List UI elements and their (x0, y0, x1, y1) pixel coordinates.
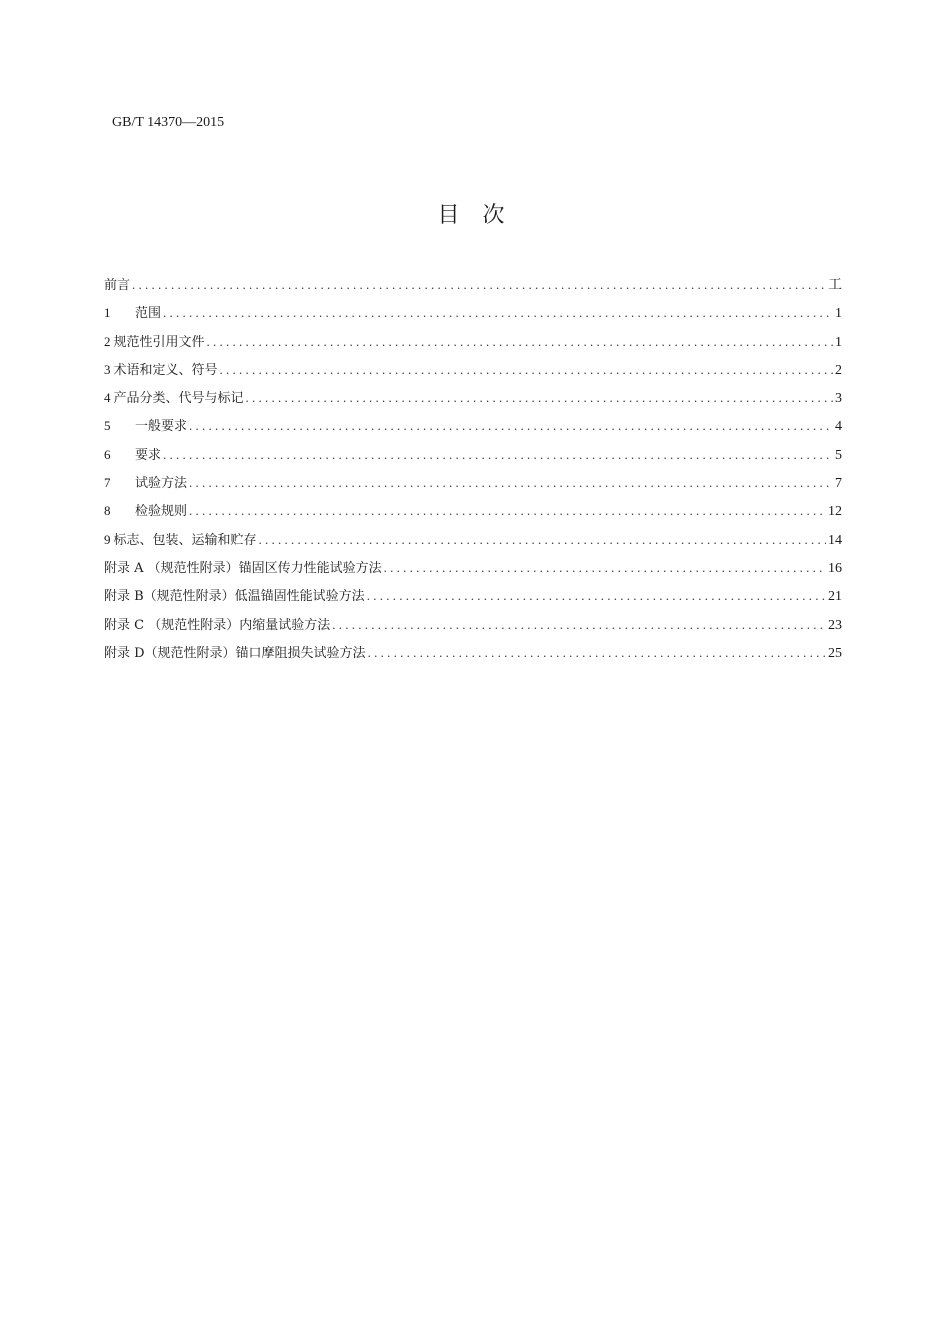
toc-entry[interactable] (104, 614, 842, 642)
toc-entry-number: 4 (104, 390, 111, 406)
toc-entry-page: 7 (835, 476, 842, 492)
toc-entry-number: 8 (104, 503, 111, 519)
toc-entry-page: 4 (835, 419, 842, 435)
toc-dot-leader (132, 277, 826, 293)
toc-entry[interactable] (104, 472, 842, 500)
toc-entry[interactable] (104, 642, 842, 670)
toc-entry-number: 7 (104, 475, 111, 491)
toc-entry-number: 9 (104, 531, 111, 547)
toc-entry[interactable] (104, 444, 842, 472)
toc-entry-label: 规范性引用文件 (113, 334, 205, 350)
toc-entry-label: 附录 B（规范性附录）低温锚固性能试验方法 (104, 589, 365, 605)
toc-entry[interactable] (104, 331, 842, 359)
toc-dot-leader (207, 334, 833, 350)
toc-entry[interactable] (104, 415, 842, 443)
toc-entry-number: 2 (104, 333, 111, 349)
toc-entry-page: 2 (835, 362, 842, 378)
toc-entry[interactable] (104, 585, 842, 613)
toc-entry[interactable] (104, 557, 842, 585)
toc-entry-label: 要求 (135, 447, 162, 463)
toc-entry[interactable] (104, 500, 842, 528)
toc-entry[interactable] (104, 387, 842, 415)
toc-dot-leader (163, 305, 833, 321)
toc-entry-label: 术语和定义、符号 (113, 362, 218, 378)
toc-entry[interactable] (104, 529, 842, 557)
toc-entry[interactable] (104, 359, 842, 387)
toc-entry-page: 23 (828, 617, 842, 633)
toc-entry-page: 16 (828, 560, 842, 576)
toc-dot-leader (189, 418, 833, 434)
toc-entry-number: 3 (104, 361, 111, 377)
toc-entry-label: 附录 C （规范性附录）内缩量试验方法 (104, 617, 331, 633)
toc-entry-label: 前言 (104, 278, 131, 293)
toc-dot-leader (189, 503, 826, 519)
toc-entry-page: 12 (828, 504, 842, 520)
toc-dot-leader (246, 390, 833, 406)
toc-entry-label: 产品分类、代号与标记 (113, 391, 244, 407)
toc-entry-label: 标志、包装、运输和贮存 (113, 532, 257, 548)
toc-entry-label: 附录 A （规范性附录）锚固区传力性能试验方法 (104, 560, 382, 576)
table-of-contents (104, 274, 842, 670)
toc-entry-page: 1 (835, 334, 842, 350)
toc-dot-leader (163, 447, 833, 463)
toc-entry-label: 一般要求 (135, 419, 188, 435)
toc-title: 目 次 (437, 203, 513, 228)
toc-dot-leader (368, 645, 826, 661)
toc-entry-page: 25 (828, 645, 842, 661)
toc-dot-leader (384, 560, 826, 576)
toc-entry-label: 范围 (135, 306, 162, 322)
toc-entry-page: 14 (828, 532, 842, 548)
toc-dot-leader (367, 588, 826, 604)
toc-dot-leader (259, 532, 826, 548)
toc-entry-number: 5 (104, 418, 111, 434)
toc-entry-label: 附录 D（规范性附录）锚口摩阻损失试验方法 (104, 645, 366, 661)
toc-dot-leader (220, 362, 833, 378)
toc-entry-number: 6 (104, 446, 111, 462)
toc-entry-label: 检验规则 (135, 504, 188, 520)
toc-entry-page: 21 (828, 589, 842, 605)
toc-entry-page: 3 (835, 391, 842, 407)
toc-entry[interactable] (104, 274, 842, 302)
toc-entry[interactable] (104, 302, 842, 330)
toc-entry-label: 试验方法 (135, 476, 188, 492)
toc-entry-page: 5 (835, 447, 842, 463)
toc-entry-number: 1 (104, 305, 111, 321)
toc-entry-page: 1 (835, 306, 842, 322)
standard-code: GB/T 14370—2015 (112, 115, 225, 130)
toc-dot-leader (189, 475, 833, 491)
toc-dot-leader (332, 617, 826, 633)
toc-entry-page: 工 (828, 278, 842, 293)
